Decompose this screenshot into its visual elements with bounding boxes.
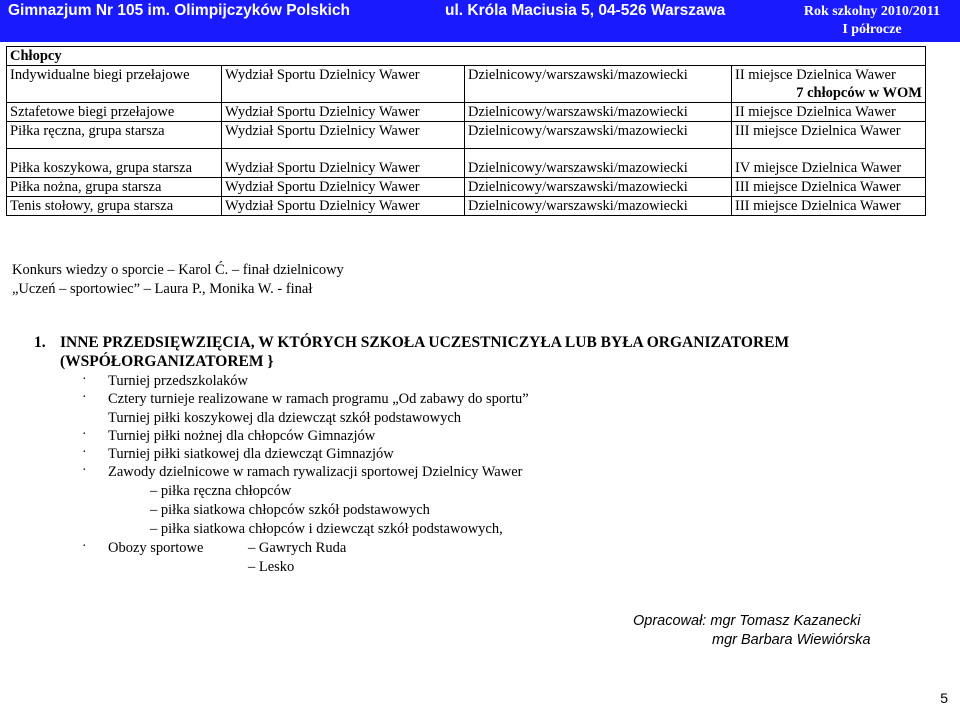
result-cell: II miejsce Dzielnica Wawer — [732, 103, 926, 122]
signature-line2: mgr Barbara Wiewiórska — [712, 632, 871, 648]
list-subitem: – piłka ręczna chłopców — [150, 483, 292, 499]
result-cell: III miejsce Dzielnica Wawer — [732, 197, 926, 216]
bullet-icon: · — [82, 445, 87, 460]
list-item: Cztery turnieje realizowane w ramach programu „Od zabawy do sportu” — [108, 391, 529, 407]
organizer-cell: Wydział Sportu Dzielnicy Wawer — [222, 122, 465, 149]
list-subitem: – Lesko — [248, 559, 295, 575]
table-section-row — [7, 47, 926, 66]
event-cell: Piłka koszykowa, grupa starsza — [7, 149, 222, 178]
event-cell: Piłka nożna, grupa starsza — [7, 178, 222, 197]
school-year — [804, 3, 940, 39]
organizer-cell: Wydział Sportu Dzielnicy Wawer — [222, 103, 465, 122]
school-name: Gimnazjum Nr 105 im. Olimpijczyków Polskich — [8, 2, 350, 19]
event-cell: Piłka ręczna, grupa starsza — [7, 122, 222, 149]
table-row — [7, 149, 926, 178]
page-number: 5 — [940, 690, 948, 706]
section-title-line2: (WSPÓŁORGANIZATOREM } — [60, 353, 274, 370]
result-text: II miejsce Dzielnica Wawer — [735, 67, 896, 83]
list-item: Obozy sportowe — [108, 540, 204, 556]
school-year-line2: I półrocze — [842, 22, 902, 37]
level-cell: Dzielnicowy/warszawski/mazowiecki — [465, 103, 732, 122]
list-subitem: – piłka siatkowa chłopców i dziewcząt szkół podstawowych, — [150, 521, 503, 537]
level-cell: Dzielnicowy/warszawski/mazowiecki — [465, 197, 732, 216]
organizer-cell: Wydział Sportu Dzielnicy Wawer — [222, 178, 465, 197]
bullet-icon: · — [82, 463, 87, 478]
bullet-icon: · — [82, 390, 87, 405]
section-title-line1: INNE PRZEDSIĘWZIĘCIA, W KTÓRYCH SZKOŁA UCZESTNICZYŁA LUB BYŁA ORGANIZATOREM — [60, 334, 790, 351]
page-header — [0, 0, 960, 42]
list-subitem: – Gawrych Ruda — [248, 540, 347, 556]
bullet-icon: · — [82, 372, 87, 387]
level-cell: Dzielnicowy/warszawski/mazowiecki — [465, 66, 732, 103]
konkurs-line-1: Konkurs wiedzy o sporcie – Karol Ć. – finał dzielnicowy — [12, 262, 344, 278]
level-cell: Dzielnicowy/warszawski/mazowiecki — [465, 178, 732, 197]
table-row — [7, 197, 926, 216]
event-cell: Indywidualne biegi przełajowe — [7, 66, 222, 103]
list-subitem: – piłka siatkowa chłopców szkół podstawowych — [150, 502, 430, 518]
list-item: Turniej piłki nożnej dla chłopców Gimnazjów — [108, 428, 376, 444]
result-cell: III miejsce Dzielnica Wawer — [732, 122, 926, 149]
table-row — [7, 122, 926, 149]
results-table — [6, 46, 926, 216]
bullet-icon: · — [82, 539, 87, 554]
konkurs-line-2: „Uczeń – sportowiec” – Laura P., Monika W. - finał — [12, 281, 313, 297]
result-extra: 7 chłopców w WOM — [796, 85, 922, 101]
bullet-icon: · — [82, 427, 87, 442]
list-item: Turniej piłki koszykowej dla dziewcząt szkół podstawowych — [108, 410, 462, 426]
organizer-cell: Wydział Sportu Dzielnicy Wawer — [222, 66, 465, 103]
organizer-cell: Wydział Sportu Dzielnicy Wawer — [222, 149, 465, 178]
school-year-line1: Rok szkolny 2010/2011 — [803, 4, 940, 19]
event-cell: Sztafetowe biegi przełajowe — [7, 103, 222, 122]
list-item: Turniej piłki siatkowej dla dziewcząt Gimnazjów — [108, 446, 394, 462]
school-address: ul. Króla Maciusia 5, 04-526 Warszawa — [445, 2, 726, 19]
section-number: 1. — [34, 334, 46, 351]
list-item: Zawody dzielnicowe w ramach rywalizacji sportowej Dzielnicy Wawer — [108, 464, 523, 480]
table-section-title: Chłopcy — [7, 47, 926, 66]
level-cell: Dzielnicowy/warszawski/mazowiecki — [465, 149, 732, 178]
result-cell: IV miejsce Dzielnica Wawer — [732, 149, 926, 178]
result-cell — [732, 66, 926, 103]
table-row — [7, 103, 926, 122]
event-cell: Tenis stołowy, grupa starsza — [7, 197, 222, 216]
level-cell: Dzielnicowy/warszawski/mazowiecki — [465, 122, 732, 149]
list-item: Turniej przedszkolaków — [108, 373, 249, 389]
signature-line1: Opracował: mgr Tomasz Kazanecki — [633, 613, 861, 629]
table-row — [7, 178, 926, 197]
table-row — [7, 66, 926, 103]
result-cell: III miejsce Dzielnica Wawer — [732, 178, 926, 197]
organizer-cell: Wydział Sportu Dzielnicy Wawer — [222, 197, 465, 216]
